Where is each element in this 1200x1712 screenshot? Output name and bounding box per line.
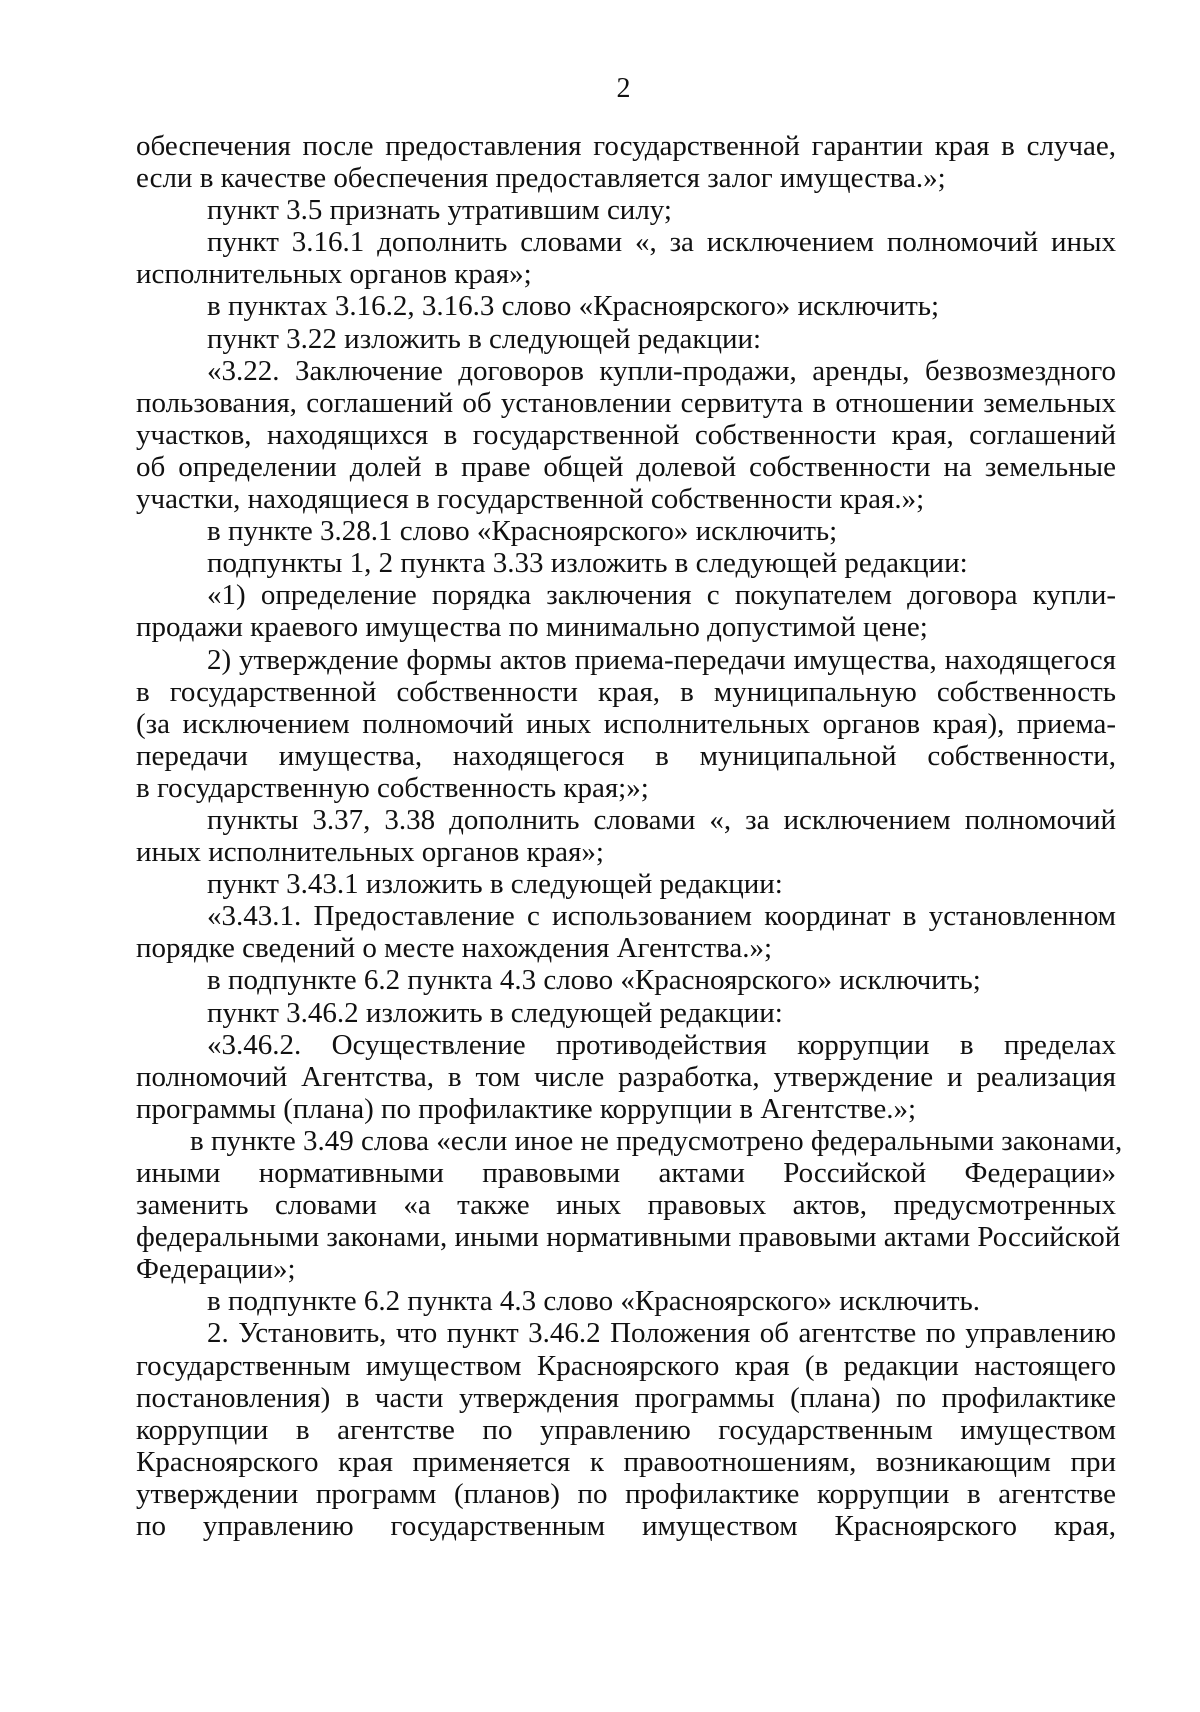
- text-line: 2. Установить, что пункт 3.46.2 Положения об агентстве по управлению: [207, 1317, 1116, 1350]
- text-line: «3.46.2. Осуществление противодействия коррупции в пределах: [207, 1028, 1116, 1061]
- text-line: в пункте 3.49 слова «если иное не предусмотрено федеральными законами,: [190, 1124, 1123, 1157]
- text-line: заменить словами «а также иных правовых актов, предусмотренных: [136, 1189, 1116, 1222]
- text-line: пункт 3.5 признать утратившим силу;: [207, 194, 672, 227]
- text-line: об определении долей в праве общей долевой собственности на земельные: [136, 450, 1116, 483]
- text-line: по управлению государственным имуществом Красноярского края,: [136, 1510, 1116, 1543]
- text-line: коррупции в агентстве по управлению государственным имуществом: [136, 1413, 1116, 1446]
- text-line: в пунктах 3.16.2, 3.16.3 слово «Красноярского» исключить;: [207, 290, 940, 323]
- text-line: порядке сведений о месте нахождения Агентства.»;: [136, 932, 773, 965]
- text-line: государственным имуществом Красноярского края (в редакции настоящего: [136, 1349, 1116, 1382]
- text-line: иными нормативными правовыми актами Российской Федерации»: [136, 1157, 1116, 1189]
- text-line: подпункты 1, 2 пункта 3.33 изложить в следующей редакции:: [207, 547, 968, 580]
- text-line: продажи краевого имущества по минимально допустимой цене;: [136, 611, 928, 644]
- text-line: «3.43.1. Предоставление с использованием координат в установленном: [207, 900, 1116, 933]
- text-line: пользования, соглашений об установлении сервитута в отношении земельных: [136, 386, 1116, 419]
- text-line: в подпункте 6.2 пункта 4.3 слово «Красноярского» исключить.: [207, 1285, 980, 1318]
- text-line: пункт 3.43.1 изложить в следующей редакции:: [207, 868, 783, 901]
- text-line: полномочий Агентства, в том числе разработка, утверждение и реализация: [136, 1060, 1116, 1093]
- text-line: передачи имущества, находящегося в муниципальной собственности,: [136, 739, 1116, 772]
- text-line: исполнительных органов края»;: [136, 258, 532, 291]
- text-line: обеспечения после предоставления государственной гарантии края в случае,: [136, 130, 1116, 162]
- text-line: в подпункте 6.2 пункта 4.3 слово «Красноярского» исключить;: [207, 964, 981, 997]
- text-line: постановления) в части утверждения программы (плана) по профилактике: [136, 1381, 1116, 1414]
- text-line: Федерации»;: [136, 1253, 296, 1286]
- text-line: участков, находящихся в государственной собственности края, соглашений: [136, 418, 1116, 451]
- text-line: 2) утверждение формы актов приема-передачи имущества, находящегося: [207, 643, 1116, 676]
- text-line: пункт 3.46.2 изложить в следующей редакции:: [207, 996, 783, 1029]
- text-line: «3.22. Заключение договоров купли-продажи, аренды, безвозмездного: [207, 354, 1116, 387]
- text-line: (за исключением полномочий иных исполнительных органов края), приема-: [136, 707, 1116, 740]
- text-line: участки, находящиеся в государственной собственности края.»;: [136, 483, 925, 516]
- text-line: в пункте 3.28.1 слово «Красноярского» исключить;: [207, 515, 838, 548]
- page-number: 2: [616, 73, 631, 104]
- text-line: иных исполнительных органов края»;: [136, 836, 604, 869]
- text-line: федеральными законами, иными нормативными правовыми актами Российской: [136, 1221, 1121, 1254]
- text-line: «1) определение порядка заключения с покупателем договора купли-: [207, 579, 1116, 612]
- text-line: утверждении программ (планов) по профилактике коррупции в агентстве: [136, 1477, 1116, 1510]
- text-line: программы (плана) по профилактике коррупции в Агентстве.»;: [136, 1092, 916, 1125]
- text-line: если в качестве обеспечения предоставляется залог имущества.»;: [136, 162, 946, 195]
- text-line: в государственную собственность края;»;: [136, 771, 649, 804]
- text-line: пункт 3.22 изложить в следующей редакции:: [207, 322, 762, 355]
- text-line: в государственной собственности края, в муниципальную собственность: [136, 675, 1116, 708]
- text-line: пункт 3.16.1 дополнить словами «, за исключением полномочий иных: [207, 226, 1116, 259]
- text-line: Красноярского края применяется к правоотношениям, возникающим при: [136, 1445, 1116, 1478]
- text-line: пункты 3.37, 3.38 дополнить словами «, за исключением полномочий: [207, 803, 1116, 836]
- body-text: [136, 130, 1123, 1543]
